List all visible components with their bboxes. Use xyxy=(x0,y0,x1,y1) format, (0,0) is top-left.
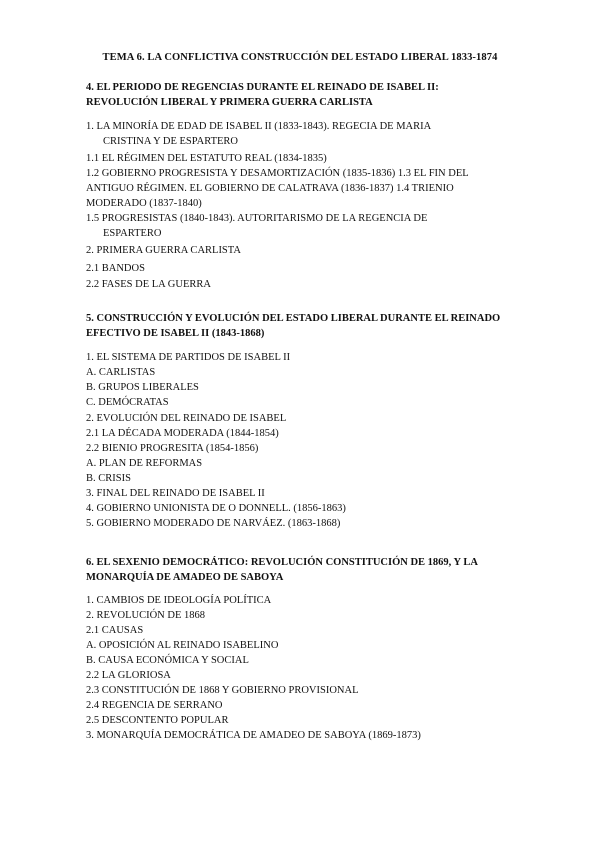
outline-line: 2.1 CAUSAS xyxy=(86,625,144,636)
outline-line: 5. GOBIERNO MODERADO DE NARVÁEZ. (1863-1868) xyxy=(86,518,341,529)
outline-line: ANTIGUO RÉGIMEN. EL GOBIERNO DE CALATRAVA (1836-1837) 1.4 TRIENIO xyxy=(86,183,454,194)
document-title: TEMA 6. LA CONFLICTIVA CONSTRUCCIÓN DEL ESTADO LIBERAL 1833-1874 xyxy=(102,52,498,63)
outline-line: ESPARTERO xyxy=(103,228,162,239)
outline-line: 2.2 FASES DE LA GUERRA xyxy=(86,279,211,290)
outline-line: 2. PRIMERA GUERRA CARLISTA xyxy=(86,245,241,256)
outline-line: A. OPOSICIÓN AL REINADO ISABELINO xyxy=(86,640,279,651)
section-5-heading-line-1: 5. CONSTRUCCIÓN Y EVOLUCIÓN DEL ESTADO LIBERAL DURANTE EL REINADO xyxy=(86,313,501,324)
outline-line: 2.4 REGENCIA DE SERRANO xyxy=(86,700,223,711)
outline-line: A. PLAN DE REFORMAS xyxy=(86,458,203,469)
outline-line: MODERADO (1837-1840) xyxy=(86,198,202,209)
outline-line: 2.5 DESCONTENTO POPULAR xyxy=(86,715,229,726)
outline-line: 4. GOBIERNO UNIONISTA DE O DONNELL. (1856-1863) xyxy=(86,503,346,514)
section-6-heading-line-1: 6. EL SEXENIO DEMOCRÁTICO: REVOLUCIÓN CONSTITUCIÓN DE 1869, Y LA xyxy=(86,557,478,568)
outline-line: B. GRUPOS LIBERALES xyxy=(86,382,199,393)
outline-line: 2. REVOLUCIÓN DE 1868 xyxy=(86,610,205,621)
outline-line: 1. CAMBIOS DE IDEOLOGÍA POLÍTICA xyxy=(86,595,272,606)
outline-line: 2.2 LA GLORIOSA xyxy=(86,670,171,681)
outline-line: 3. MONARQUÍA DEMOCRÁTICA DE AMADEO DE SABOYA (1869-1873) xyxy=(86,730,421,741)
outline-line: 3. FINAL DEL REINADO DE ISABEL II xyxy=(86,488,265,499)
outline-line: 2.1 LA DÉCADA MODERADA (1844-1854) xyxy=(86,428,279,439)
section-4-heading-line-1: 4. EL PERIODO DE REGENCIAS DURANTE EL REINADO DE ISABEL II: xyxy=(86,82,439,93)
outline-line: 1.5 PROGRESISTAS (1840-1843). AUTORITARISMO DE LA REGENCIA DE xyxy=(86,213,428,224)
outline-line: CRISTINA Y DE ESPARTERO xyxy=(103,136,239,147)
section-5-heading-line-2: EFECTIVO DE ISABEL II (1843-1868) xyxy=(86,328,265,339)
section-4-heading-line-2: REVOLUCIÓN LIBERAL Y PRIMERA GUERRA CARLISTA xyxy=(86,97,373,108)
outline-line: 2.3 CONSTITUCIÓN DE 1868 Y GOBIERNO PROVISIONAL xyxy=(86,685,359,696)
outline-line: B. CAUSA ECONÓMICA Y SOCIAL xyxy=(86,655,249,666)
outline-line: 1. EL SISTEMA DE PARTIDOS DE ISABEL II xyxy=(86,352,291,363)
outline-line: 2.1 BANDOS xyxy=(86,263,145,274)
section-6-heading-line-2: MONARQUÍA DE AMADEO DE SABOYA xyxy=(86,572,284,583)
outline-line: 2. EVOLUCIÓN DEL REINADO DE ISABEL xyxy=(86,413,287,424)
outline-line: B. CRISIS xyxy=(86,473,131,484)
outline-line: A. CARLISTAS xyxy=(86,367,156,378)
outline-line: 2.2 BIENIO PROGRESITA (1854-1856) xyxy=(86,443,259,454)
outline-line: 1. LA MINORÍA DE EDAD DE ISABEL II (1833-1843). REGECIA DE MARIA xyxy=(86,121,432,132)
outline-line: C. DEMÓCRATAS xyxy=(86,397,169,408)
outline-line: 1.2 GOBIERNO PROGRESISTA Y DESAMORTIZACIÓN (1835-1836) 1.3 EL FIN DEL xyxy=(86,168,469,179)
outline-line: 1.1 EL RÉGIMEN DEL ESTATUTO REAL (1834-1835) xyxy=(86,153,327,164)
